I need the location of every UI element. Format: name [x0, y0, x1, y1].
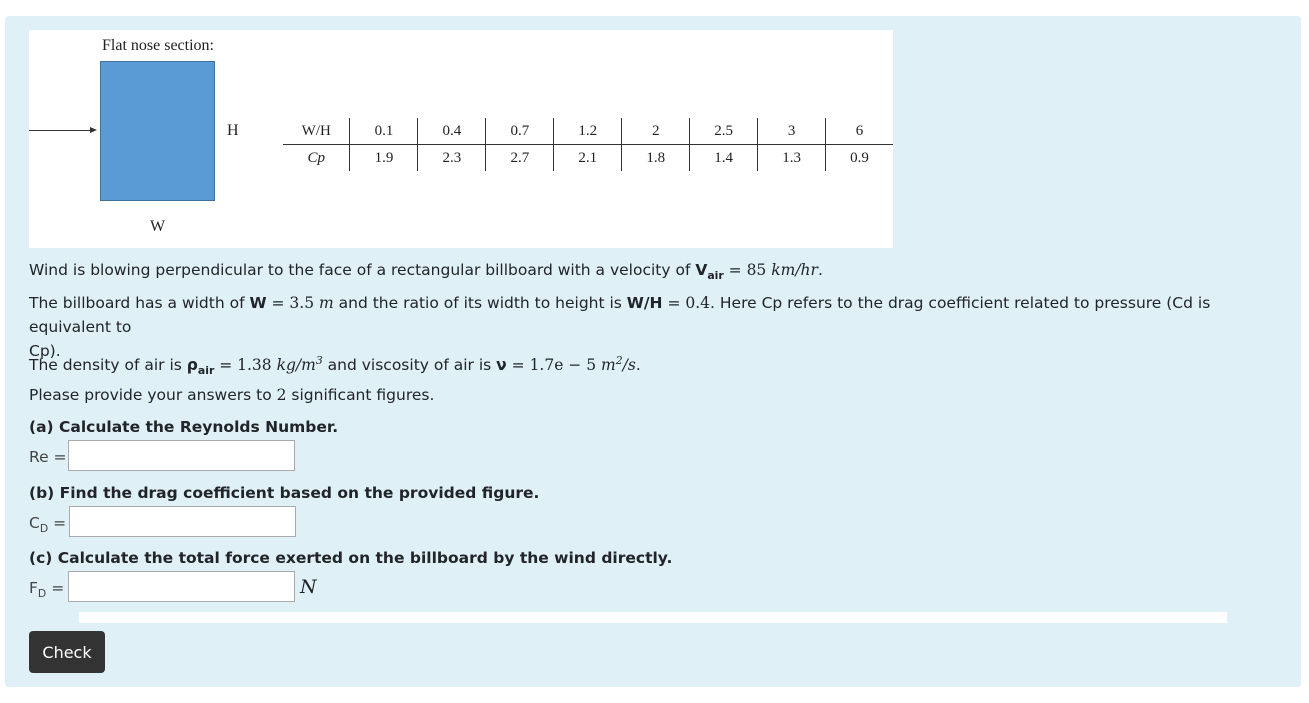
- rho-symbol: ρ: [186, 356, 198, 375]
- cp-cell: 1.3: [758, 145, 826, 172]
- wh-cell: 0.1: [350, 118, 418, 145]
- nu-exp: 2: [615, 354, 623, 367]
- text: F: [29, 579, 38, 597]
- cp-table: [283, 118, 893, 171]
- wh-cell: 0.7: [486, 118, 554, 145]
- wh-cell: 1.2: [554, 118, 622, 145]
- drag-force-input[interactable]: [68, 571, 295, 602]
- text: Please provide your answers to: [29, 386, 277, 404]
- rho-unit: kg/m: [276, 356, 316, 375]
- width-label: W: [150, 218, 166, 235]
- rho-sub: air: [197, 364, 215, 378]
- cp-cell: 2.1: [554, 145, 622, 172]
- v-symbol: V: [695, 261, 708, 279]
- nu-symbol: ν: [496, 356, 507, 375]
- text: The billboard has a width of: [29, 294, 250, 312]
- cp-header: Cp: [307, 149, 325, 166]
- question-a: (a) Calculate the Reynolds Number.: [29, 418, 339, 436]
- wh-cell: 3: [758, 118, 826, 145]
- text: . Here Cp refers to the drag coefficient related to pressure (Cd is equivalent to: [29, 294, 1211, 336]
- nu-unit: m: [601, 356, 616, 375]
- text: The density of air is: [29, 356, 187, 375]
- cp-cell: 2.7: [486, 145, 554, 172]
- text: C: [29, 514, 40, 532]
- text: and viscosity of air is: [322, 356, 497, 375]
- wh-row: [283, 118, 893, 145]
- cp-cell: 2.3: [418, 145, 486, 172]
- wh-cell: 6: [826, 118, 893, 145]
- cp-cell: 1.8: [622, 145, 690, 172]
- w-value: 3.5: [289, 294, 315, 312]
- cp-row: [283, 145, 893, 172]
- wh-cell: 2: [622, 118, 690, 145]
- drag-coeff-label: [29, 514, 66, 535]
- v-value: 85: [746, 261, 767, 279]
- drag-coeff-input[interactable]: [69, 506, 296, 537]
- problem-line-velocity: Wind is blowing perpendicular to the face of a rectangular billboard with a velocity of $V_{air} = 85$ km/hr.: [29, 261, 823, 283]
- cp-cell: 0.9: [826, 145, 893, 172]
- question-b: (b) Find the drag coefficient based on the provided figure.: [29, 484, 540, 502]
- v-unit: km/hr: [771, 261, 818, 279]
- force-unit: N: [300, 576, 317, 598]
- question-c: (c) Calculate the total force exerted on the billboard by the wind directly.: [29, 549, 673, 567]
- check-button[interactable]: Check: [29, 631, 105, 673]
- wh-cell: 2.5: [690, 118, 758, 145]
- wind-arrow-head-icon: [90, 127, 97, 133]
- problem-line-sigfigs: [29, 383, 434, 407]
- text: D: [37, 587, 47, 601]
- rho-exp: 3: [315, 354, 323, 367]
- problem-line-air: The density of air is $\rho_{air} = 1.38$ $kg/m^3$ and viscosity of air is ν = 1.7e − 5 $m^2/s$.: [29, 354, 641, 378]
- text: =: [48, 514, 67, 532]
- cp-cell: 1.9: [350, 145, 418, 172]
- wh-header: W/H: [283, 118, 350, 145]
- billboard-shape: [100, 61, 215, 201]
- sigfigs-value: 2: [276, 386, 287, 404]
- wh-symbol: W/H: [626, 294, 663, 312]
- wh-value: 0.4: [685, 294, 711, 312]
- problem-figure: [29, 30, 893, 248]
- w-symbol: W: [249, 294, 267, 312]
- problem-line-billboard: The billboard has a width of W = 3.5 m and the ratio of its width to height is W/H = 0.4. Here Cp refers to the drag coefficient related to pressure (Cd is equivalent to Cp).: [29, 294, 1211, 360]
- v-sub: air: [707, 269, 724, 283]
- nu-value: 1.7e − 5: [529, 356, 597, 375]
- reynolds-input[interactable]: [68, 440, 295, 471]
- text: significant figures.: [286, 386, 435, 404]
- height-label: H: [227, 122, 239, 139]
- rho-value: 1.38: [237, 356, 272, 375]
- reynolds-label: Re =: [29, 448, 67, 466]
- cp-cell: 1.4: [690, 145, 758, 172]
- drag-force-label: [29, 579, 64, 600]
- text: D: [39, 522, 49, 536]
- wind-arrow: [29, 130, 91, 131]
- text: Wind is blowing perpendicular to the face of a rectangular billboard with a velocity of: [29, 261, 696, 279]
- nu-unit-tail: /s: [622, 356, 636, 375]
- figure-title: Flat nose section:: [102, 37, 214, 54]
- text: and the ratio of its width to height is: [333, 294, 627, 312]
- text: Cp).: [29, 342, 61, 360]
- wh-cell: 0.4: [418, 118, 486, 145]
- feedback-bar: [79, 612, 1227, 623]
- text: =: [46, 579, 65, 597]
- w-unit: m: [319, 294, 334, 312]
